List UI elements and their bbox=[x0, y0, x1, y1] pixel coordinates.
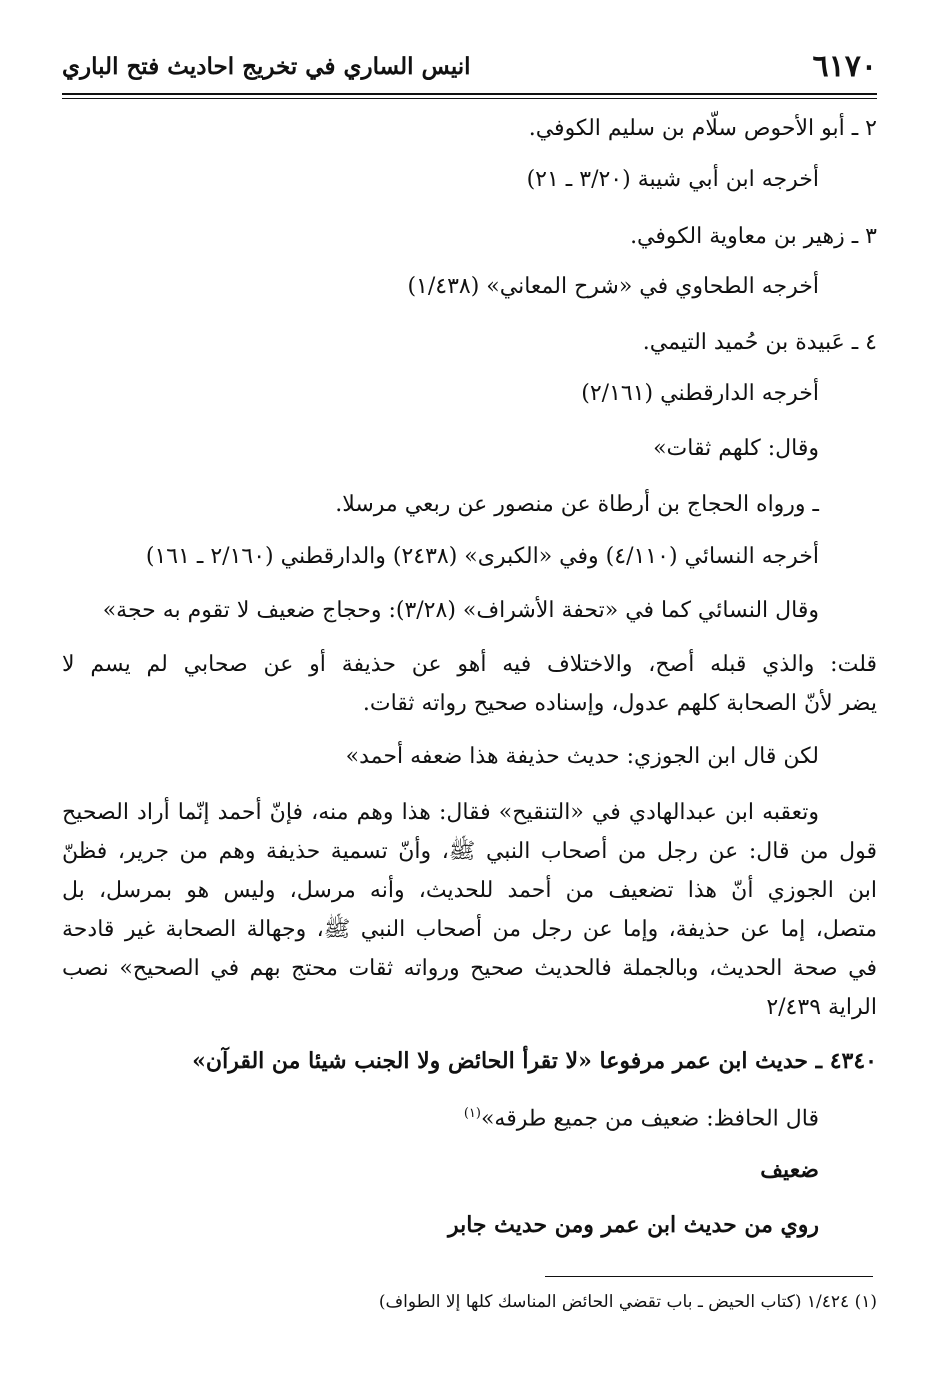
header-rule-thin bbox=[62, 98, 877, 99]
text-line: يضر لأنّ الصحابة كلهم عدول، وإسناده صحيح رواته ثقات. bbox=[362, 691, 877, 716]
text-line: لكن قال ابن الجوزي: حديث حذيفة هذا ضعفه أحمد» bbox=[345, 744, 819, 769]
text-line: ابن الجوزي أنّ هذا تضعيف من أحمد للحديث، وأنه مرسل، وليس هو بمرسل، بل bbox=[62, 878, 877, 903]
text-line: وقال: كلهم ثقات» bbox=[653, 436, 819, 461]
text-line bbox=[464, 1097, 819, 1136]
text-line: قلت: والذي قبله أصح، والاختلاف فيه أهو عن حذيفة أو عن صحابي لم يسم لا bbox=[62, 652, 877, 677]
footnote: (١) ١/٤٢٤ (كتاب الحيض ـ باب تقضي الحائض المناسك كلها إلا الطواف) bbox=[378, 1292, 877, 1312]
text-line: ٤ ـ عَبيدة بن حُميد التيمي. bbox=[642, 330, 877, 355]
text-line: وتعقبه ابن عبدالهادي في «التنقيح» فقال: هذا وهم منه، فإنّ أحمد إنّما أراد الصحيح bbox=[62, 800, 819, 825]
text-line-part: قال الحافظ: ضعيف من جميع طرقه» bbox=[480, 1106, 819, 1132]
ruling-label: ضعيف bbox=[760, 1157, 819, 1183]
page-number: ٦١٧٠ bbox=[812, 49, 877, 84]
text-line: ـ ورواه الحجاج بن أرطاة عن منصور عن ربعي مرسلا. bbox=[335, 492, 819, 517]
running-header bbox=[62, 44, 877, 90]
text-line: أخرجه الطحاوي في «شرح المعاني» (١/٤٣٨) bbox=[407, 274, 819, 299]
text-line: الراية ٢/٤٣٩ bbox=[766, 995, 877, 1020]
text-line: ٣ ـ زهير بن معاوية الكوفي. bbox=[630, 224, 877, 249]
book-title: انيس الساري في تخريج احاديث فتح الباري bbox=[62, 53, 471, 80]
text-line: أخرجه الدارقطني (٢/١٦١) bbox=[581, 381, 819, 406]
text-line: متصل، إما عن حذيفة، وإما عن رجل من أصحاب النبي ﷺ، وجهالة الصحابة غير قادحة bbox=[62, 917, 877, 942]
text-line: أخرجه النسائي (٤/١١٠) وفي «الكبرى» (٢٤٣٨) والدارقطني (٢/١٦٠ ـ ١٦١) bbox=[145, 544, 819, 569]
text-line: ٢ ـ أبو الأحوص سلّام بن سليم الكوفي. bbox=[528, 116, 877, 141]
text-line: في صحة الحديث، وبالجملة فالحديث صحيح ورواته ثقات محتج بهم في الصحيح» نصب bbox=[62, 956, 877, 981]
footnote-marker: (١) bbox=[463, 1106, 481, 1121]
text-line: روي من حديث ابن عمر ومن حديث جابر bbox=[447, 1212, 819, 1238]
text-line: أخرجه ابن أبي شيبة (٣/٢٠ ـ ٢١) bbox=[526, 167, 819, 192]
text-line: قول من قال: عن رجل من أصحاب النبي ﷺ، وأنّ تسمية حذيفة وهم من جرير، فظنّ bbox=[62, 839, 877, 864]
header-rule bbox=[62, 93, 877, 95]
text-line: وقال النسائي كما في «تحفة الأشراف» (٣/٢٨): وحجاج ضعيف لا تقوم به حجة» bbox=[102, 598, 819, 623]
hadith-heading: ٤٣٤٠ ـ حديث ابن عمر مرفوعا «لا تقرأ الحائض ولا الجنب شيئا من القرآن» bbox=[192, 1048, 877, 1074]
footnote-rule bbox=[545, 1276, 873, 1277]
